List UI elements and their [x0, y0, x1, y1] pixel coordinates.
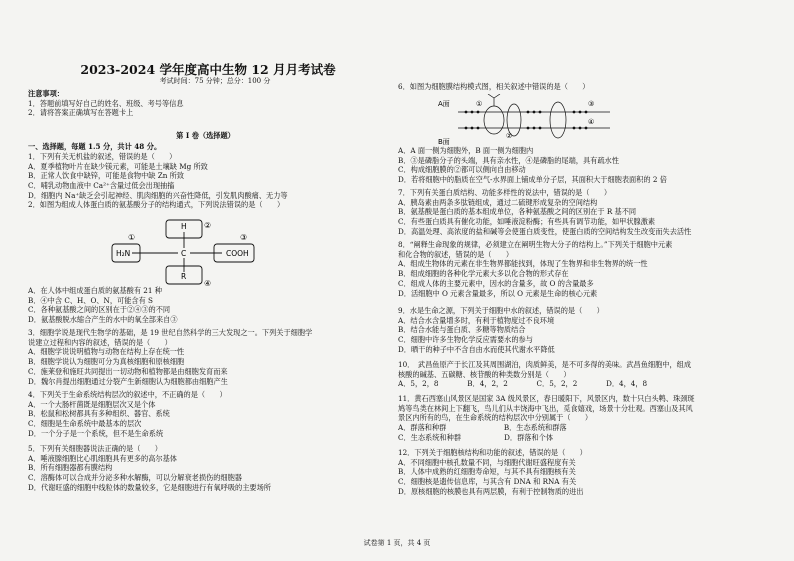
q4-option-b: B．松鼠和松树都具有多种组织、器官、系统	[28, 409, 170, 419]
q1-stem: 1．下列有关无机盐的叙述，错误的是（ ）	[28, 152, 177, 161]
q1-option-a: A．夏季植物叶片在缺少镁元素，可能是土壤缺 Mg 所致	[28, 161, 208, 171]
q5-option-a: A．唾液腺细胞比心肌细胞具有更多的高尔基体	[28, 453, 177, 463]
fig-label-1: ①	[128, 233, 136, 242]
q8-option-d: D．活细胞中 O 元素含量最多，所以 O 元素是生命的核心元素	[398, 288, 598, 298]
q10-options: A．5，2，8 B．4，2，2 C．5，2，2 D．4，4，8	[398, 379, 648, 389]
q6-option-a: A．A 面一侧为细胞外，B 面一侧为细胞内	[398, 146, 534, 155]
q6-option-d: D．若将细胞中的脂质在空气-水界面上铺成单分子层，其面积大于细胞表面积的 2 倍	[398, 175, 667, 185]
q8-option-b: B．组成细胞的各种化学元素大多以化合物的形式存在	[398, 269, 569, 279]
q11-options-cd: C．生态系统和种群 D．群落和个体	[398, 432, 554, 442]
q9-option-a: A．结合水含量增多时，有利于植物度过不良环境	[398, 315, 555, 325]
part1-title: 第 I 卷（选择题）	[176, 131, 235, 140]
fig-label-2: ②	[204, 221, 212, 230]
fig-mem-label-4: ④	[588, 118, 595, 126]
q8-option-c: C．组成人体的主要元素中，因水的含量多，故 O 的含量最多	[398, 278, 594, 288]
q2-option-c: C．各种氨基酸之间的区别在于②④③的不同	[28, 305, 171, 315]
q3-option-d: D．魏尔肖提出细胞通过分裂产生新细胞认为细胞都由细胞产生	[28, 376, 228, 386]
q9-option-c: C．细胞中许多生物化学反应需要水的参与	[398, 335, 533, 345]
question-11	[398, 394, 770, 443]
notice-title: 注意事项：	[28, 89, 64, 98]
q4-option-a: A．一个大肠杆菌既是细胞层次又是个体	[28, 399, 156, 409]
q7-option-b: B．氨基酸是蛋白质的基本组成单位，各种氨基酸之间的区别在于 R 基不同	[398, 207, 637, 217]
question-10	[398, 360, 770, 389]
exam-title: 2023-2024 学年度高中生物 12 月月考试卷	[80, 62, 336, 77]
q11-stem-3: 景区内所有的鸟，在生命系统的结构层次中分别属于（ ）	[398, 413, 593, 423]
q8-stem: 8．“阐释生命现象的规律，必须建立在阐明生物大分子的结构上。”下列关于细胞中元素	[398, 240, 673, 249]
q11-stem-2: 鸠等鸟类在林间上下翻飞，鸟儿们从丰饶海中飞出，觅食嬉戏，场景十分壮观。西塞山及其风	[398, 403, 693, 413]
q8-stem-2: 和化合物的叙述，错误的是（ ）	[398, 249, 514, 259]
fig-mem-label-3: ③	[588, 100, 595, 108]
q2-option-d: D．氨基酸脱水缩合产生的水中的氧全部来自③	[28, 315, 178, 325]
page-footer: 试卷第 1 页，共 4 页	[363, 539, 431, 547]
q7-stem: 7．下列有关蛋白质结构、功能多样性的说法中，错误的是（ ）	[398, 188, 612, 197]
question-8	[398, 240, 770, 298]
q3-option-b: B．细胞学说认为细胞可分为真核细胞和原核细胞	[28, 357, 185, 367]
fig-hydrogen: H	[181, 222, 187, 231]
q10-stem-2: 核酸的碱基、五碳糖、核苷酸的种类数分别是（ ）	[398, 369, 571, 379]
q6-option-c: C．构成细胞膜的②都可以侧向自由移动	[398, 165, 526, 175]
q3-stem: 3．细胞学说是现代生物学的基础，是 19 世纪自然科学的三大发现之一。下列关于细胞学	[28, 328, 313, 337]
q4-option-c: C．细胞是生命系统中最基本的层次	[28, 419, 142, 429]
exam-info: 考试时间：75 分钟；总分：100 分	[159, 77, 271, 85]
q4-option-d: D．一个分子是一个系统，但不是生命系统	[28, 428, 164, 438]
question-1	[28, 152, 383, 201]
q5-stem: 5．下列有关细胞器说法正确的是（ ）	[28, 444, 162, 453]
q12-option-d: D．原核细胞的核膜也具有两层膜，有利于控制物质的进出	[398, 486, 584, 496]
question-4	[28, 390, 383, 439]
q2-stem: 2．如图为组成人体蛋白质的氨基酸分子的结构通式，下列说法错误的是（ ）	[28, 200, 285, 209]
q1-option-b: B．正常人饮食中缺锌，可能是食物中缺 Zn 所致	[28, 171, 185, 181]
fig-side-a: A面	[438, 100, 450, 108]
q2-option-b: B．④中含 C、H、O、N，可能含有 S	[28, 295, 153, 305]
notice-1: 1．答题前填写好自己的姓名、班级、考号等信息	[28, 98, 184, 108]
question-5	[28, 444, 383, 493]
q3-option-c: C．施莱登和施旺共同提出一切动物和植物都是由细胞发育而来	[28, 366, 228, 376]
q3-stem-2: 说建立过程和内容的叙述，错误的是（ ）	[28, 337, 172, 347]
question-9	[398, 306, 770, 355]
q5-option-d: D．代谢旺盛的细胞中线粒体的数量较多，它是细胞进行有氧呼吸的主要场所	[28, 482, 271, 492]
q7-option-d: D．高温处理、高浓度的盐和碱等会使蛋白质变性，使蛋白质的空间结构发生改变而失去活性	[398, 226, 692, 236]
q5-option-c: C．溶酶体可以合成并分泌多种水解酶，可以分解衰老损伤的细胞器	[28, 473, 242, 483]
q12-option-a: A．不同细胞中核孔数量不同，与细胞代谢旺盛程度有关	[398, 457, 576, 467]
q10-stem: 10． 武昌鱼原产于长江及其周围湖泊，肉质鲜美，是不可多得的美味。武昌鱼细胞中，组成	[398, 360, 692, 369]
q11-options-ab: A．群落和种群 B．生态系统和群落	[398, 423, 567, 433]
q12-stem: 12．下列关于细胞核结构和功能的叙述，错误的是（ ）	[398, 448, 587, 457]
q6-stem: 6．如图为细胞膜结构模式图，相关叙述中错误的是（ ）	[398, 82, 590, 91]
fig-amino-group: H₂N	[116, 249, 131, 258]
notice-2: 2．请将答案正确填写在答题卡上	[28, 108, 134, 118]
fig-side-b: B面	[438, 138, 450, 146]
q2-options	[28, 286, 383, 325]
q7-option-a: A．胰岛素由两条多肽链组成，通过二硫键形成复杂的空间结构	[398, 197, 598, 207]
q9-option-b: B．结合水能与蛋白质、多糖等物质结合	[398, 325, 526, 335]
q1-option-c: C．哺乳动物血液中 Ca²⁺含量过低会出现抽搐	[28, 181, 175, 191]
section1-title: 一、选择题，每题 1.5 分，共计 48 分。	[28, 142, 162, 151]
q11-stem: 11．黄石西塞山风景区是国家 3A 级风景区，春日暖阳下，风景区内，数十只白头鹎、珠颈斑	[398, 394, 695, 403]
q1-option-d: D．细胞内 Na⁺缺乏会引起神经、肌肉细胞的兴奋性降低，引发肌肉酸痛、无力等	[28, 190, 288, 200]
notices	[28, 89, 383, 118]
q12-option-c: C．细胞核是遗传信息库，与其含有 DNA 和 RNA 有关	[398, 477, 577, 487]
q3-option-a: A．细胞学说说明植物与动物在结构上存在统一性	[28, 347, 185, 357]
q8-option-a: A．组成生物体的元素在非生物界都能找到，体现了生物界和非生物界的统一性	[398, 259, 648, 269]
amino-acid-structure-figure	[110, 214, 260, 290]
question-7	[398, 188, 770, 237]
question-12	[398, 448, 770, 497]
q6-option-b: B．③是磷脂分子的头端，具有亲水性，④是磷脂的尾端，具有疏水性	[398, 155, 619, 165]
q6-options	[398, 146, 770, 185]
fig-carbon: C	[181, 249, 187, 258]
q7-option-c: C．有些蛋白质具有催化功能，如唾液淀粉酶；有些具有调节功能，如甲状腺激素	[398, 217, 656, 227]
fig-mem-label-2: ②	[506, 132, 513, 140]
fig-carboxyl-group: COOH	[226, 249, 249, 258]
q9-option-d: D．晒干的种子中不含自由水而使其代谢水平降低	[398, 344, 555, 354]
q12-option-b: B．人体中成熟的红细胞寿命短，与其不具有细胞核有关	[398, 467, 576, 477]
q2-option-a: A．在人体中组成蛋白质的氨基酸有 21 种	[28, 286, 162, 295]
fig-mem-label-1: ①	[476, 100, 483, 108]
fig-label-3: ③	[240, 233, 248, 242]
q5-option-b: B．所有细胞器都有膜结构	[28, 463, 113, 473]
q9-stem: 9．水是生命之源，下列关于细胞中水的叙述，错误的是（ ）	[398, 306, 604, 315]
q4-stem: 4．下列关于生命系统结构层次的叙述中，不正确的是（ ）	[28, 390, 227, 399]
fig-r-group: R	[181, 272, 187, 281]
question-3	[28, 328, 383, 386]
cell-membrane-figure	[438, 94, 618, 146]
fig-label-4: ④	[204, 279, 212, 288]
